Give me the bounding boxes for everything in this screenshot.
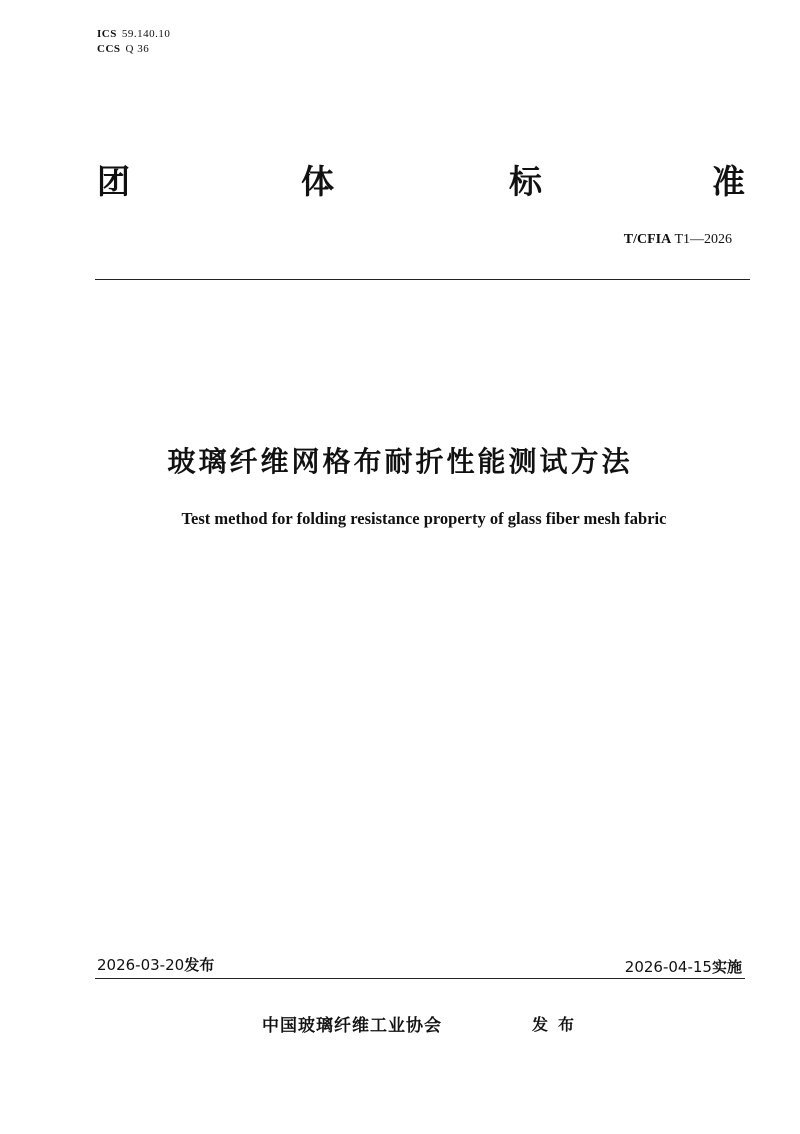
standard-number-code: T1—2026 (674, 232, 732, 247)
standard-number-prefix: T/CFIA (623, 232, 672, 247)
publisher-name: 中国玻璃纤维工业协会 (262, 1016, 442, 1036)
ics-value: 59.140.10 (121, 28, 171, 40)
implementation-date (625, 956, 742, 977)
implementation-date-label: 实施 (711, 958, 742, 976)
ics-label: ICS (97, 28, 117, 40)
footer-divider (95, 978, 745, 979)
issue-date (97, 954, 214, 975)
title-english: Test method for folding resistance property of glass fiber mesh fabric (181, 509, 667, 528)
standard-type-char-3: 标 (509, 162, 542, 201)
implementation-date-value: 2026-04-15 (624, 958, 712, 976)
issue-date-label: 发布 (184, 956, 215, 974)
classification-codes (97, 27, 170, 57)
ccs-value: Q 36 (125, 43, 150, 55)
header-divider (95, 279, 750, 280)
ics-code (97, 27, 170, 42)
standard-type-char-1: 团 (97, 162, 130, 201)
standard-number (624, 232, 732, 248)
publisher-action: 发布 (532, 1015, 585, 1034)
ccs-code (97, 42, 170, 57)
standard-type-heading (97, 160, 752, 204)
standard-type-char-2: 体 (301, 162, 334, 201)
title-chinese: 玻璃纤维网格布耐折性能测试方法 (167, 445, 633, 478)
issue-date-value: 2026-03-20 (97, 956, 185, 974)
standard-type-char-4: 准 (712, 162, 745, 201)
ccs-label: CCS (97, 43, 121, 55)
